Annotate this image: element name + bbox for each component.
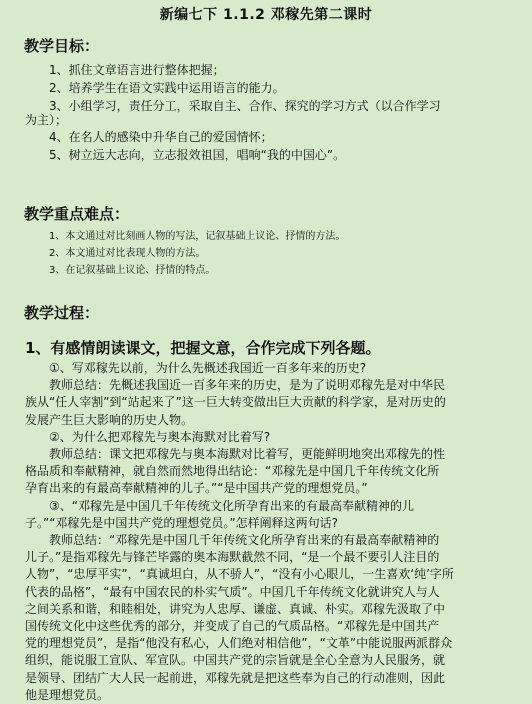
difficulty-line: 1、本文通过对比刻画人物的写法，记叙基础上议论、抒情的方法。: [49, 231, 346, 242]
text-line: 组织，能说服工宣队、军宣队。中国共产党的宗旨就是全心全意为人民服务，就: [25, 653, 446, 668]
text-line: 他是理想党员。: [25, 687, 110, 702]
difficulty-line: 2、本文通过对比表现人物的方法。: [49, 248, 206, 259]
objective-line: 4、在名人的感染中升华自己的爱国情怀；: [49, 130, 273, 144]
text-line: ③、“邓稼先是中国几千年传统文化所孕育出来的有最高奉献精神的儿: [25, 498, 414, 513]
objective-line: 1、抓住文章语言进行整体把握；: [49, 63, 225, 77]
process-text: [25, 360, 525, 704]
text-line: ②、为什么把邓稼先与奥本海默对比着写?: [25, 429, 271, 444]
process-heading: 教学过程：: [24, 304, 100, 322]
text-line: 族从“任人宰割”到“站起来了”这一巨大转变做出巨大贡献的科学家，是对历史的: [25, 395, 446, 410]
objective-line: 3、小组学习，责任分工，采取自主、合作、探究的学习方式（以合作学习: [49, 99, 441, 113]
process-section-title: 1、有感情朗读课文，把握文意，合作完成下列各题。: [25, 339, 381, 357]
text-line: 儿子。”是指邓稼先与锋芒毕露的奥本海默截然不同，“是一个最不要引人注目的: [25, 550, 440, 565]
text-line: 国传统文化中这些优秀的部分，并变成了自己的气质品格。“邓稼先是中国共产: [25, 619, 440, 634]
text-line: 是领导、团结广大人民一起前进，邓稼先就是把这些奉为自己的行动准则，因此: [25, 670, 446, 685]
objectives-heading: 教学目标：: [24, 37, 100, 55]
text-line: 孕育出来的有最高奉献精神的儿子。”“是中国共产党的理想党员。”: [25, 481, 368, 496]
text-line: ①、写邓稼先以前，为什么先概述我国近一百多年来的历史?: [25, 361, 367, 375]
text-line: 代表的品格”，“最有中国农民的朴实气质”。中国几千年传统文化就讲究人与人: [25, 584, 440, 599]
text-line: 发展产生巨大影响的历史人物。: [25, 412, 194, 427]
difficulty-line: 3、在记叙基础上议论、抒情的特点。: [49, 265, 216, 276]
objective-line: 5、树立远大志向，立志报效祖国，唱响“我的中国心”。: [49, 148, 346, 162]
text-line: 之间关系和谐，和睦相处，讲究为人忠厚、谦虚、真诚、朴实。邓稼先汲取了中: [25, 601, 446, 616]
text-line: 教师总结：“邓稼先是中国几千年传统文化所孕育出来的有最高奉献精神的: [25, 533, 440, 548]
difficulties-heading: 教学重点难点：: [24, 205, 130, 223]
text-line: 教师总结：课文把邓稼先与奥本海默对比着写，更能鲜明地突出邓稼先的性: [25, 447, 446, 462]
text-line: 子。”“邓稼先是中国共产党的理想党员。”怎样阐释这两句话?: [25, 515, 339, 530]
text-line: 格品质和奉献精神，就自然而然地得出结论：“邓稼先是中国几千年传统文化所: [25, 464, 440, 479]
text-line: 人物”，“忠厚平实”，“真诚坦白，从不骄人”，“没有小心眼儿，一生喜欢‘纯’字所: [25, 567, 454, 582]
text-line: 教师总结：先概述我国近一百多年来的历史，是为了说明邓稼先是对中华民: [25, 378, 446, 393]
objective-line: 2、培养学生在语文实践中运用语言的能力。: [49, 81, 285, 95]
objective-line: 为主）；: [25, 113, 68, 127]
document-title: 新编七下 1.1.2 邓稼先第二课时: [159, 7, 373, 23]
text-line: 党的理想党员”，是指“他没有私心，人们绝对相信他”，“文革”中能说服两派群众: [25, 636, 453, 651]
